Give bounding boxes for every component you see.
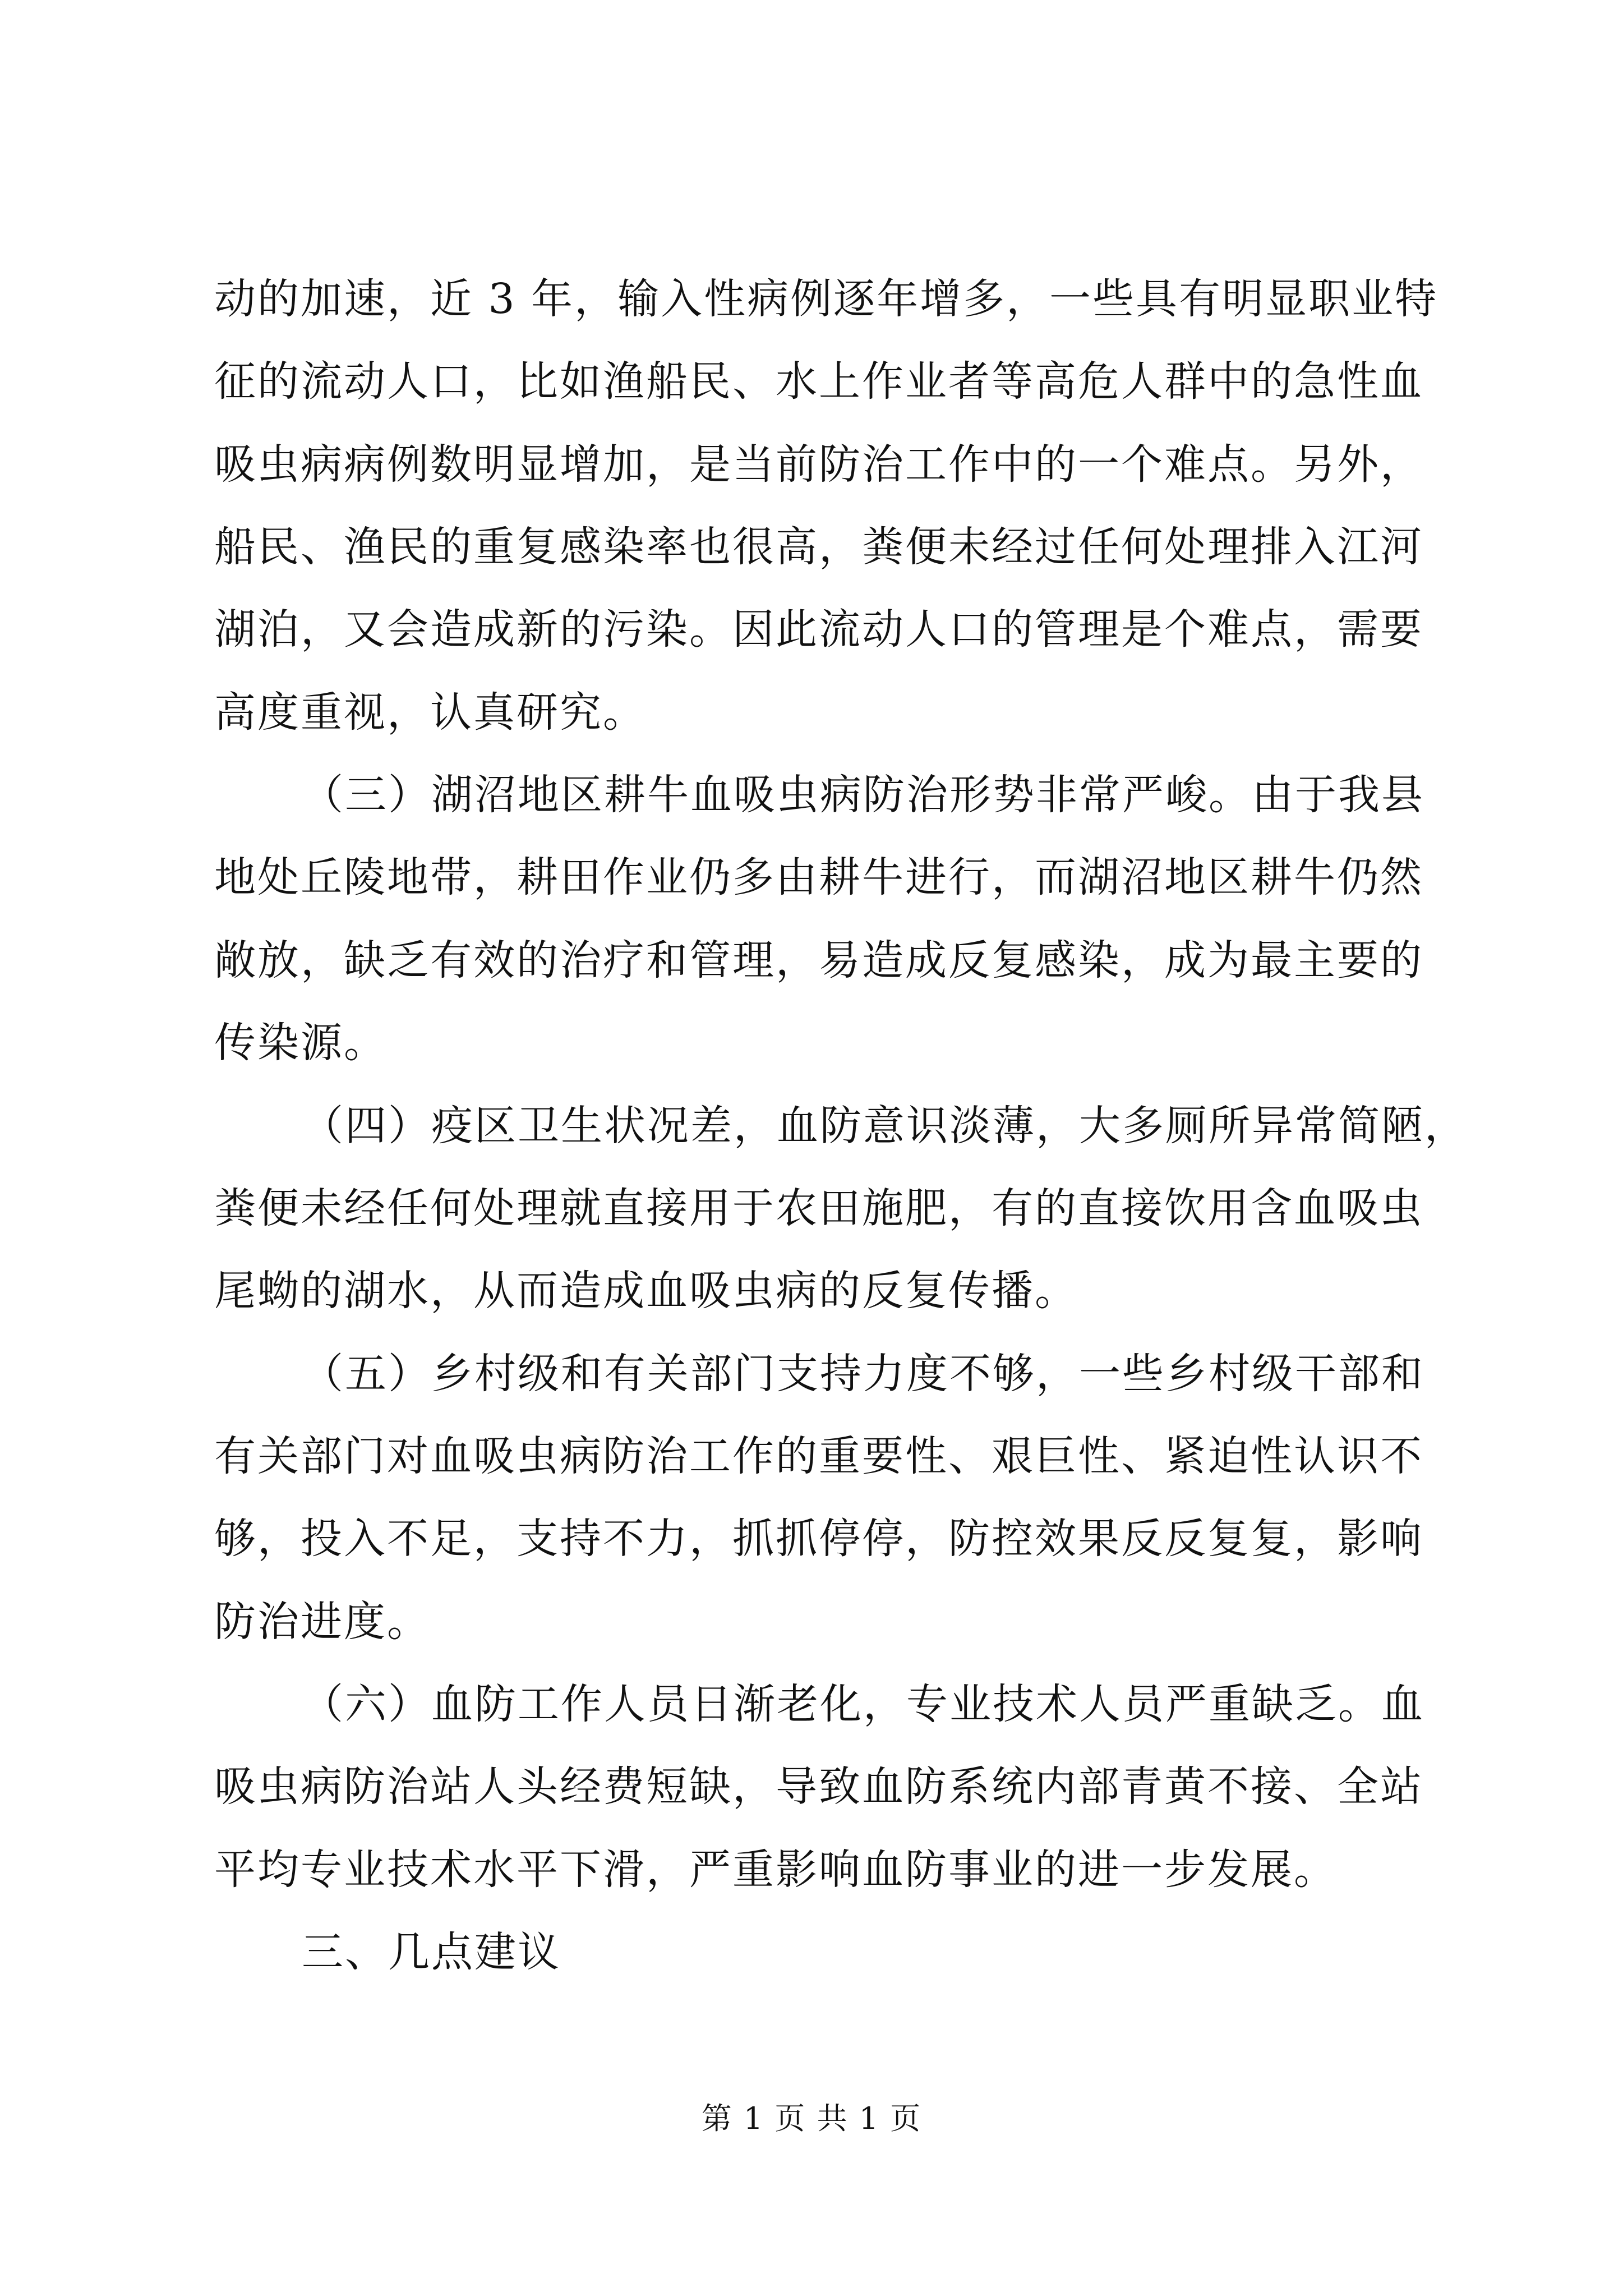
paragraph-2-line-4: 传染源。 bbox=[214, 1019, 387, 1067]
paragraph-5-line-2: 吸虫病防治站人头经费短缺，导致血防系统内部青黄不接、全站 bbox=[214, 1763, 1423, 1811]
section-heading-suggestions: 三、几点建议 bbox=[302, 1928, 561, 1976]
paragraph-1-line-5: 湖泊，又会造成新的污染。因此流动人口的管理是个难点，需要 bbox=[214, 605, 1423, 654]
paragraph-4-line-4: 防治进度。 bbox=[214, 1598, 430, 1646]
paragraph-2-line-1: （三）湖沼地区耕牛血吸虫病防治形势非常严峻。由于我县 bbox=[302, 771, 1424, 819]
paragraph-2-line-3: 敞放，缺乏有效的治疗和管理，易造成反复感染，成为最主要的 bbox=[214, 936, 1423, 984]
paragraph-5-line-1: （六）血防工作人员日渐老化，专业技术人员严重缺乏。血 bbox=[302, 1680, 1424, 1728]
paragraph-5-line-3: 平均专业技术水平下滑，严重影响血防事业的进一步发展。 bbox=[214, 1846, 1337, 1894]
page-footer: 第 1 页 共 1 页 bbox=[701, 2101, 922, 2136]
paragraph-1-line-1: 动的加速，近 3 年，输入性病例逐年增多，一些具有明显职业特 bbox=[214, 275, 1438, 323]
paragraph-2-line-2: 地处丘陵地带，耕田作业仍多由耕牛进行，而湖沼地区耕牛仍然 bbox=[214, 853, 1423, 901]
paragraph-4-line-2: 有关部门对血吸虫病防治工作的重要性、艰巨性、紧迫性认识不 bbox=[214, 1432, 1423, 1480]
paragraph-3-line-2: 粪便未经任何处理就直接用于农田施肥，有的直接饮用含血吸虫 bbox=[214, 1184, 1423, 1232]
paragraph-4-line-1: （五）乡村级和有关部门支持力度不够，一些乡村级干部和 bbox=[302, 1350, 1424, 1398]
paragraph-1-line-2: 征的流动人口，比如渔船民、水上作业者等高危人群中的急性血 bbox=[214, 357, 1423, 406]
paragraph-4-line-3: 够，投入不足，支持不力，抓抓停停，防控效果反反复复，影响 bbox=[214, 1515, 1423, 1563]
paragraph-1-line-3: 吸虫病病例数明显增加，是当前防治工作中的一个难点。另外， bbox=[214, 440, 1423, 489]
paragraph-3-line-1: （四）疫区卫生状况差，血防意识淡薄，大多厕所异常简陋， bbox=[302, 1102, 1468, 1150]
paragraph-1-line-6: 高度重视，认真研究。 bbox=[214, 688, 646, 737]
paragraph-1-line-4: 船民、渔民的重复感染率也很高，粪便未经过任何处理排入江河 bbox=[214, 523, 1423, 571]
paragraph-3-line-3: 尾蚴的湖水，从而造成血吸虫病的反复传播。 bbox=[214, 1267, 1078, 1315]
